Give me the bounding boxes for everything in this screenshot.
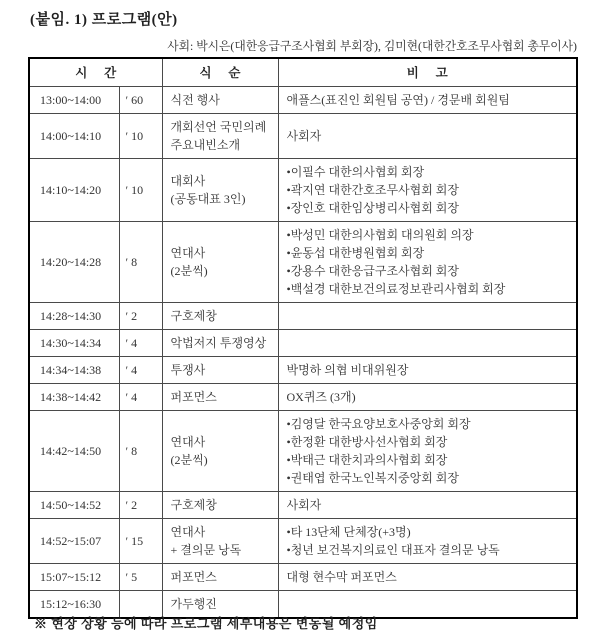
table-row	[29, 410, 577, 491]
time-cell	[29, 410, 119, 491]
time-cell	[29, 158, 119, 221]
note-cell-line: •강용수 대한응급구조사협회 회장	[286, 263, 459, 278]
minutes-cell	[119, 221, 162, 302]
header-order: 식 순	[162, 58, 278, 86]
note-cell-line: 사회자	[286, 497, 322, 512]
minutes-cell-line: ′ 2	[125, 308, 138, 323]
order-cell	[162, 563, 278, 590]
note-cell	[278, 329, 577, 356]
table-header-row	[29, 58, 577, 86]
table-row	[29, 221, 577, 302]
note-cell	[278, 221, 577, 302]
note-cell-line: •윤동섭 대한병원협회 회장	[286, 245, 425, 260]
time-cell-line: 14:50~14:52	[40, 497, 102, 512]
note-cell	[278, 302, 577, 329]
table-row	[29, 113, 577, 158]
program-table	[28, 57, 578, 619]
footnote: ※ 현장 상황 등에 따라 프로그램 세부내용은 변동될 예정임	[34, 616, 378, 631]
time-cell-line: 14:34~14:38	[40, 362, 102, 377]
order-cell	[162, 113, 278, 158]
time-cell-line: 14:38~14:42	[40, 389, 102, 404]
minutes-cell	[119, 518, 162, 563]
note-cell-line: •박성민 대한의사협회 대의원회 의장	[286, 227, 474, 242]
note-cell	[278, 356, 577, 383]
time-cell	[29, 356, 119, 383]
minutes-cell-line: ′ 10	[125, 128, 144, 143]
time-cell	[29, 113, 119, 158]
minutes-cell	[119, 86, 162, 113]
moderator-line: 사회: 박시은(대한응급구조사협회 부회장), 김미현(대한간호조무사협회 총무이사)	[167, 39, 577, 53]
time-cell	[29, 383, 119, 410]
time-cell	[29, 221, 119, 302]
order-cell-line: 연대사	[170, 524, 206, 539]
minutes-cell	[119, 113, 162, 158]
time-cell-line: 14:28~14:30	[40, 308, 102, 323]
note-cell-line: •백설경 대한보건의료정보관리사협회 회장	[286, 281, 506, 296]
note-cell	[278, 113, 577, 158]
order-cell	[162, 302, 278, 329]
order-cell-line: 대회사	[170, 173, 206, 188]
order-cell-line: 구호제창	[170, 497, 217, 512]
header-time: 시 간	[29, 58, 162, 86]
minutes-cell	[119, 329, 162, 356]
order-cell-line: 연대사	[170, 245, 206, 260]
minutes-cell-line: ′ 60	[125, 92, 144, 107]
minutes-cell-line: ′ 8	[125, 254, 138, 269]
minutes-cell-line: ′ 15	[125, 533, 144, 548]
minutes-cell-line: ′ 2	[125, 497, 138, 512]
minutes-cell-line: ′ 8	[125, 443, 138, 458]
time-cell-line: 14:30~14:34	[40, 335, 102, 350]
note-cell-line: •타 13단체 단체장(+3명)	[286, 524, 411, 539]
order-cell-line: 개회선언 국민의례	[170, 119, 267, 134]
note-cell	[278, 491, 577, 518]
order-cell	[162, 329, 278, 356]
minutes-cell	[119, 383, 162, 410]
note-cell-line: 사회자	[286, 128, 322, 143]
time-cell-line: 13:00~14:00	[40, 92, 102, 107]
note-cell	[278, 563, 577, 590]
note-cell-line: •청년 보건복지의료인 대표자 결의문 낭독	[286, 542, 500, 557]
order-cell-line: (2분씩)	[170, 263, 208, 278]
note-cell-line: •김영달 한국요양보호사중앙회 회장	[286, 416, 471, 431]
note-cell-line: •한정환 대한방사선사협회 회장	[286, 434, 448, 449]
order-cell-line: + 결의문 낭독	[170, 542, 242, 557]
minutes-cell	[119, 302, 162, 329]
order-cell	[162, 158, 278, 221]
time-cell-line: 14:10~14:20	[40, 182, 102, 197]
table-row	[29, 356, 577, 383]
minutes-cell-line: ′ 4	[125, 362, 138, 377]
time-cell-line: 15:07~15:12	[40, 569, 102, 584]
time-cell-line: 14:42~14:50	[40, 443, 102, 458]
note-cell	[278, 158, 577, 221]
time-cell-line: 15:12~16:30	[40, 596, 102, 611]
note-cell-line: OX퀴즈 (3개)	[286, 389, 356, 404]
order-cell-line: 투쟁사	[170, 362, 206, 377]
table-row	[29, 158, 577, 221]
note-cell-line: •박태근 대한치과의사협회 회장	[286, 452, 448, 467]
order-cell-line: 악법저지 투쟁영상	[170, 335, 267, 350]
note-cell-line: •곽지연 대한간호조무사협회 회장	[286, 182, 459, 197]
order-cell-line: 구호제창	[170, 308, 217, 323]
order-cell-line: (공동대표 3인)	[170, 191, 246, 206]
minutes-cell-line: ′ 4	[125, 389, 138, 404]
order-cell	[162, 221, 278, 302]
note-cell	[278, 518, 577, 563]
time-cell-line: 14:20~14:28	[40, 254, 102, 269]
order-cell-line: 퍼포먼스	[170, 569, 217, 584]
note-cell	[278, 86, 577, 113]
order-cell	[162, 383, 278, 410]
time-cell	[29, 491, 119, 518]
table-row	[29, 86, 577, 113]
order-cell	[162, 86, 278, 113]
minutes-cell-line: ′ 4	[125, 335, 138, 350]
minutes-cell	[119, 410, 162, 491]
order-cell-line: 식전 행사	[170, 92, 220, 107]
table-row	[29, 329, 577, 356]
time-cell	[29, 518, 119, 563]
order-cell-line: 주요내빈소개	[170, 137, 241, 152]
minutes-cell	[119, 356, 162, 383]
time-cell	[29, 329, 119, 356]
note-cell-line: 애플스(표진인 회원팀 공연) / 경문배 회원팀	[286, 92, 510, 107]
order-cell-line: 연대사	[170, 434, 206, 449]
order-cell-line: 가두행진	[170, 596, 217, 611]
note-cell-line: 대형 현수막 퍼포먼스	[286, 569, 397, 584]
program-table-body	[29, 86, 577, 618]
table-row	[29, 383, 577, 410]
order-cell-line: 퍼포먼스	[170, 389, 217, 404]
note-cell	[278, 410, 577, 491]
page-title: (붙임. 1) 프로그램(안)	[30, 12, 178, 28]
note-cell-line: •권태엽 한국노인복지중앙회 회장	[286, 470, 459, 485]
minutes-cell	[119, 158, 162, 221]
note-cell-line: •장인호 대한임상병리사협회 회장	[286, 200, 459, 215]
table-row	[29, 563, 577, 590]
minutes-cell-line: ′ 5	[125, 569, 138, 584]
minutes-cell-line: ′ 10	[125, 182, 144, 197]
time-cell	[29, 302, 119, 329]
order-cell	[162, 518, 278, 563]
note-cell-line: •이필수 대한의사협회 회장	[286, 164, 425, 179]
table-row	[29, 302, 577, 329]
order-cell	[162, 491, 278, 518]
time-cell	[29, 86, 119, 113]
note-cell	[278, 383, 577, 410]
order-cell-line: (2분씩)	[170, 452, 208, 467]
header-note: 비 고	[278, 58, 577, 86]
time-cell	[29, 563, 119, 590]
time-cell-line: 14:52~15:07	[40, 533, 102, 548]
minutes-cell	[119, 563, 162, 590]
order-cell	[162, 356, 278, 383]
order-cell	[162, 410, 278, 491]
time-cell-line: 14:00~14:10	[40, 128, 102, 143]
table-row	[29, 518, 577, 563]
minutes-cell	[119, 491, 162, 518]
table-row	[29, 491, 577, 518]
note-cell-line: 박명하 의협 비대위원장	[286, 362, 409, 377]
